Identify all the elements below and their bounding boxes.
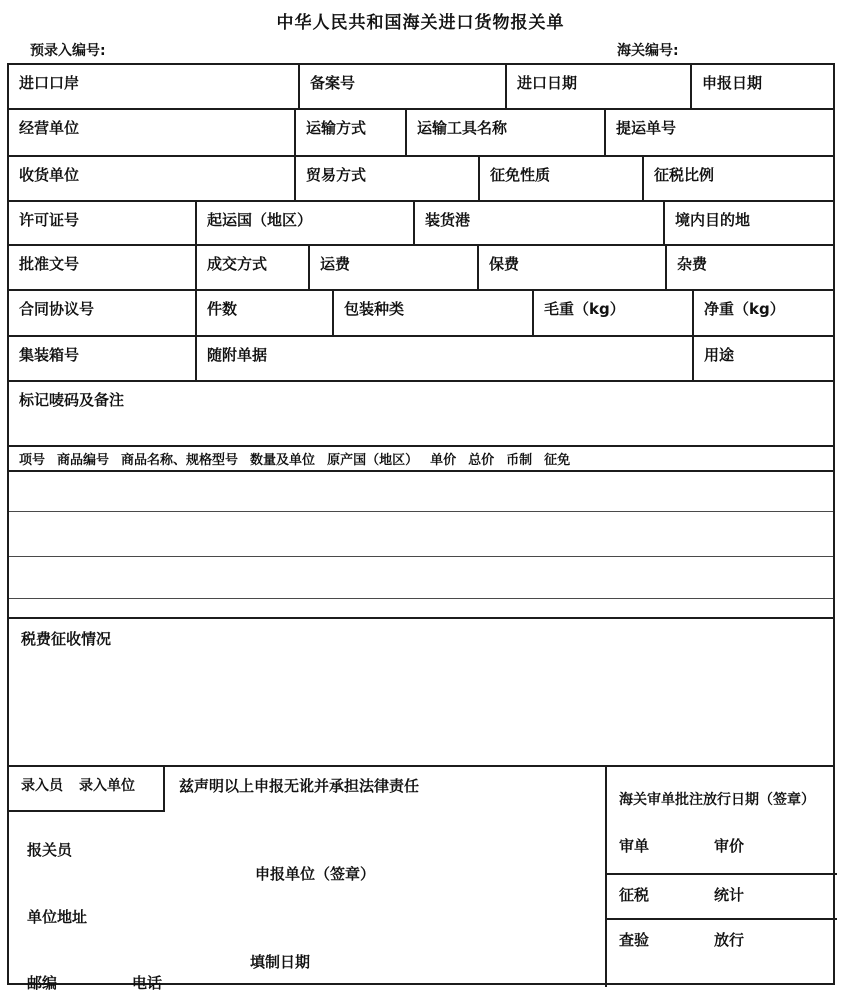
- field-misc-fees: 杂费: [677, 255, 708, 273]
- field-transport-mode: 运输方式: [296, 110, 407, 155]
- entry-clerk-label: 录入员: [21, 778, 63, 794]
- field-operating-unit: 经营单位: [9, 110, 296, 155]
- item-row-empty-2: [9, 512, 833, 557]
- entry-clerk-box: [9, 767, 165, 812]
- field-import-port: 进口口岸: [9, 65, 300, 108]
- field-attached-documents: 随附单据: [197, 337, 694, 380]
- tax-stats-box: [607, 875, 837, 920]
- inspect-release-box: [607, 920, 837, 987]
- col-item-no: 项号: [19, 453, 46, 468]
- field-transport-name: 运输工具名称: [407, 110, 606, 155]
- customs-number-label: 海关编号:: [617, 43, 679, 59]
- field-trade-mode: 贸易方式: [296, 157, 480, 200]
- field-consignee: 收货单位: [9, 157, 296, 200]
- form-row-7: [9, 337, 833, 382]
- field-domestic-destination: 境内目的地: [675, 211, 751, 229]
- entry-unit-label: 录入单位: [79, 778, 135, 794]
- field-purpose: 用途: [704, 346, 735, 364]
- customs-release-date-label: 海关审单批注放行日期（签章）: [619, 792, 815, 808]
- postcode-label: 邮编: [27, 974, 58, 992]
- page-title: 中华人民共和国海关进口货物报关单: [276, 13, 565, 33]
- declaring-unit-seal-label: 申报单位（签章）: [255, 865, 376, 883]
- document-review-label: 审单: [619, 837, 650, 855]
- item-row-empty-4: [9, 599, 833, 619]
- field-license-no: 许可证号: [9, 202, 197, 244]
- field-marks-remarks: 标记唛码及备注: [19, 391, 125, 409]
- field-record-no: 备案号: [300, 65, 507, 108]
- field-container-no: 集装箱号: [9, 337, 197, 380]
- col-commodity-name-spec: 商品名称、规格型号: [121, 453, 239, 468]
- fill-date-label: 填制日期: [250, 953, 311, 971]
- statistics-label: 统计: [714, 886, 745, 904]
- declaration-form-table: [7, 63, 835, 992]
- inspection-label: 查验: [619, 931, 650, 949]
- form-row-8: [9, 382, 833, 447]
- field-package-type: 包装种类: [334, 291, 534, 335]
- pre-entry-number-label: 预录入编号:: [30, 43, 106, 59]
- phone-label: 电话: [132, 974, 163, 992]
- declarant-label: 报关员: [27, 841, 73, 859]
- field-freight: 运费: [310, 246, 479, 289]
- item-row-empty-1: [9, 472, 833, 512]
- declaration-statement: 兹声明以上申报无讹并承担法律责任: [179, 777, 420, 795]
- customs-endorsement-column: [605, 767, 837, 987]
- field-origin-country: 起运国（地区）: [197, 202, 415, 244]
- field-import-date: 进口日期: [507, 65, 692, 108]
- form-row-5: [9, 246, 833, 291]
- form-row-3: [9, 157, 833, 202]
- col-levy-exempt: 征免: [544, 453, 571, 468]
- field-net-weight: 净重（kg）: [704, 300, 785, 318]
- unit-address-label: 单位地址: [27, 908, 88, 926]
- form-row-6: [9, 291, 833, 337]
- field-transaction-mode: 成交方式: [197, 246, 310, 289]
- form-footer: [9, 767, 833, 992]
- field-contract-no: 合同协议号: [9, 291, 197, 335]
- field-approval-no: 批准文号: [9, 246, 197, 289]
- field-loading-port: 装货港: [415, 202, 665, 244]
- field-declare-date: 申报日期: [702, 74, 763, 92]
- field-tax-ratio: 征税比例: [654, 166, 715, 184]
- price-review-label: 审价: [714, 837, 745, 855]
- levy-tax-label: 征税: [619, 886, 650, 904]
- form-row-4: [9, 202, 833, 246]
- col-unit-price: 单价: [430, 453, 457, 468]
- field-packages-count: 件数: [197, 291, 334, 335]
- field-levy-nature: 征免性质: [480, 157, 644, 200]
- tax-collection-section: 税费征收情况: [9, 619, 833, 767]
- release-label: 放行: [714, 931, 745, 949]
- col-origin-country: 原产国（地区）: [327, 453, 419, 468]
- item-row-empty-3: [9, 557, 833, 599]
- form-row-1: [9, 65, 833, 110]
- col-currency: 币制: [506, 453, 533, 468]
- field-gross-weight: 毛重（kg）: [534, 291, 694, 335]
- customs-release-date-box: [607, 767, 837, 875]
- field-bill-no: 提运单号: [616, 119, 677, 137]
- item-table-header: [9, 447, 833, 472]
- col-commodity-code: 商品编号: [57, 453, 110, 468]
- field-insurance: 保费: [479, 246, 667, 289]
- col-total-price: 总价: [468, 453, 495, 468]
- form-row-2: [9, 110, 833, 157]
- col-quantity-unit: 数量及单位: [250, 453, 316, 468]
